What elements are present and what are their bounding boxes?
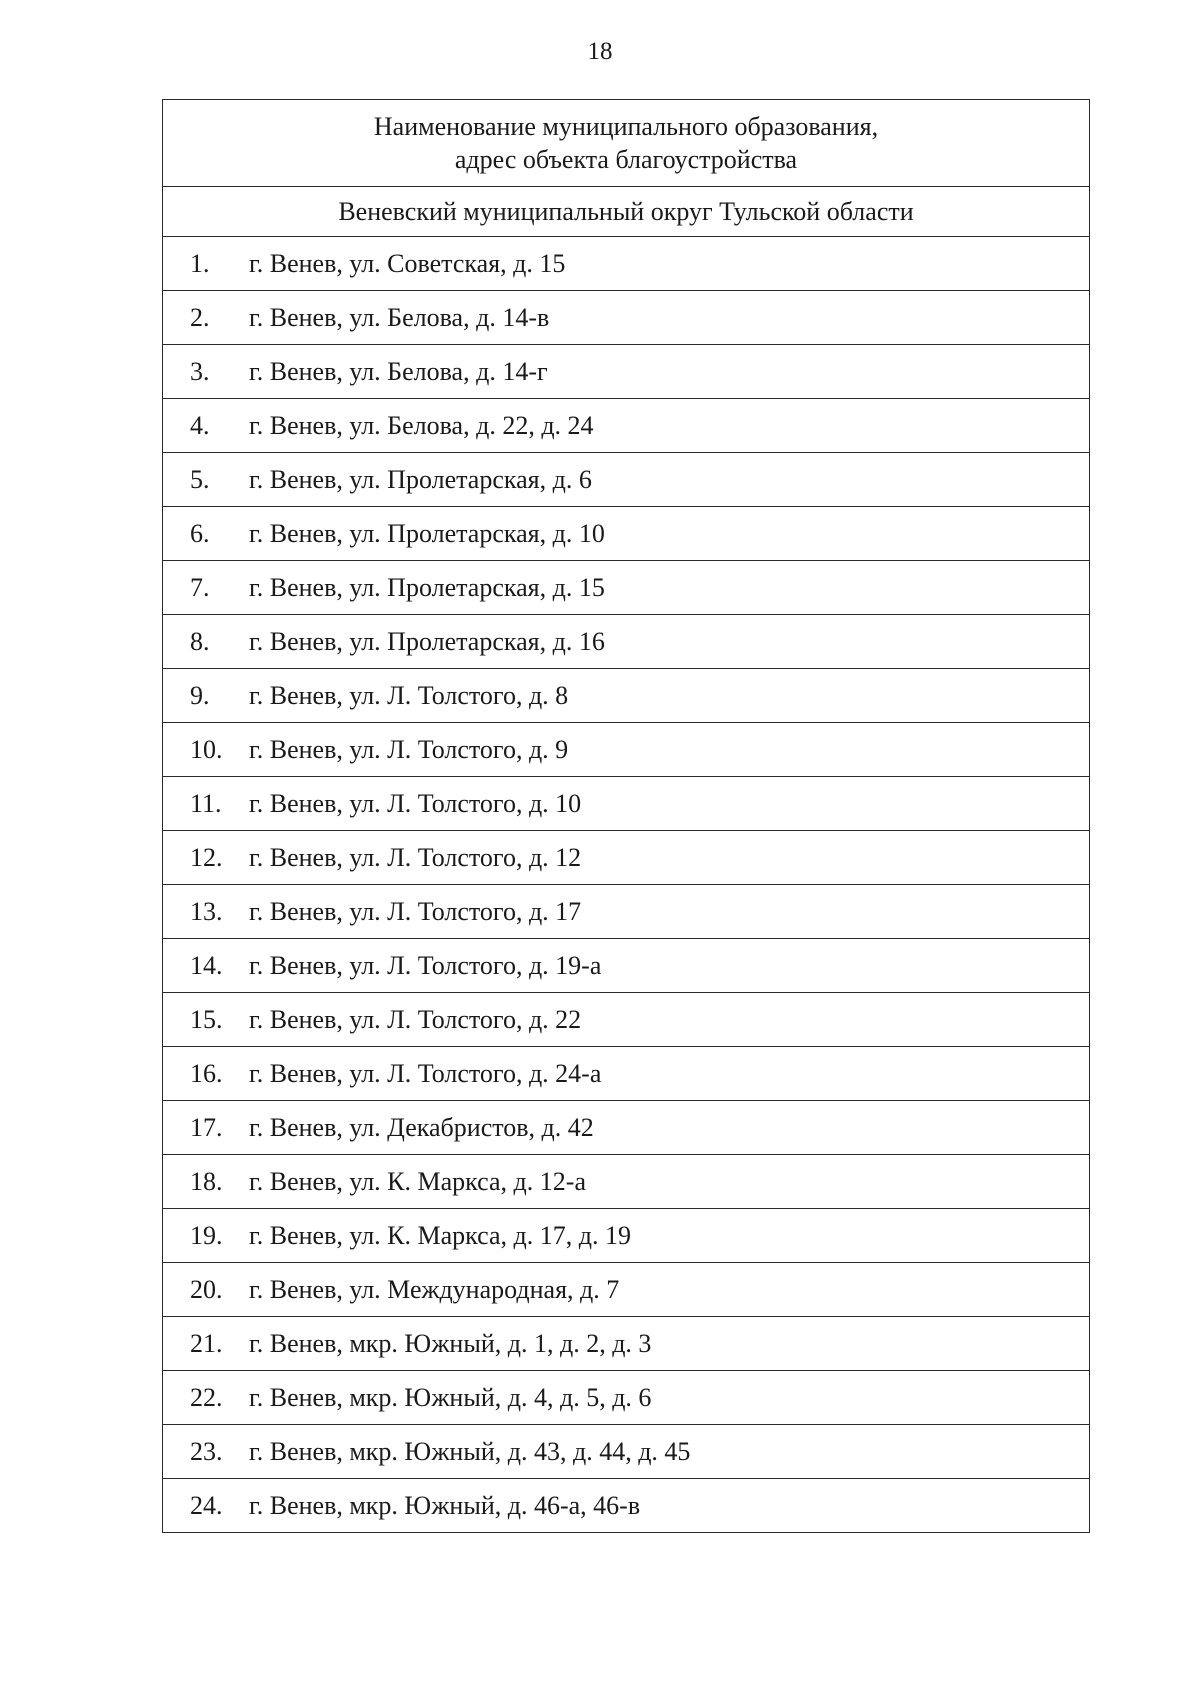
table-row: [163, 1155, 1089, 1209]
table-row: [163, 507, 1089, 561]
table-header: [163, 100, 1089, 187]
row-address: г. Венев, ул. Л. Толстого, д. 24-а: [249, 1058, 602, 1088]
row-number: 7.: [190, 572, 210, 602]
table-row: [163, 561, 1089, 615]
row-address: г. Венев, ул. Л. Толстого, д. 8: [249, 680, 569, 710]
row-number: 22.: [190, 1382, 223, 1412]
row-address: г. Венев, ул. Л. Толстого, д. 9: [249, 734, 569, 764]
region-title: Веневский муниципальный округ Тульской области: [163, 187, 1089, 237]
row-number: 4.: [190, 410, 210, 440]
table-row: [163, 1425, 1089, 1479]
row-address: г. Венев, ул. Белова, д. 22, д. 24: [249, 410, 594, 440]
row-number: 19.: [190, 1220, 223, 1250]
row-address: г. Венев, ул. Белова, д. 14-в: [249, 302, 550, 332]
row-address: г. Венев, ул. Л. Толстого, д. 17: [249, 896, 582, 926]
table-row: [163, 1317, 1089, 1371]
row-number: 1.: [190, 248, 210, 278]
row-number: 11.: [190, 788, 222, 818]
table-row: [163, 1101, 1089, 1155]
table-row: [163, 1209, 1089, 1263]
row-number: 16.: [190, 1058, 223, 1088]
row-number: 17.: [190, 1112, 223, 1142]
row-address: г. Венев, ул. Декабристов, д. 42: [249, 1112, 594, 1142]
row-address: г. Венев, ул. К. Маркса, д. 12-а: [249, 1166, 586, 1196]
row-number: 12.: [190, 842, 223, 872]
row-number: 10.: [190, 734, 223, 764]
row-number: 3.: [190, 356, 210, 386]
row-number: 23.: [190, 1436, 223, 1466]
table-body: [163, 237, 1089, 1533]
table-row: [163, 399, 1089, 453]
row-address: г. Венев, ул. Л. Толстого, д. 12: [249, 842, 582, 872]
row-address: г. Венев, ул. К. Маркса, д. 17, д. 19: [249, 1220, 632, 1250]
row-number: 2.: [190, 302, 210, 332]
table-row: [163, 1479, 1089, 1533]
header-line-2: адрес объекта благоустройства: [454, 145, 798, 174]
row-address: г. Венев, мкр. Южный, д. 1, д. 2, д. 3: [249, 1328, 652, 1358]
row-number: 6.: [190, 518, 210, 548]
row-number: 24.: [190, 1490, 223, 1520]
table-row: [163, 345, 1089, 399]
row-address: г. Венев, ул. Пролетарская, д. 16: [249, 626, 605, 656]
row-number: 8.: [190, 626, 210, 656]
table-row: [163, 777, 1089, 831]
row-address: г. Венев, ул. Пролетарская, д. 6: [249, 464, 592, 494]
table-row: [163, 1371, 1089, 1425]
header-line-1: Наименование муниципального образования,: [373, 112, 879, 141]
row-address: г. Венев, ул. Международная, д. 7: [249, 1274, 620, 1304]
row-address: г. Венев, ул. Л. Толстого, д. 19-а: [249, 950, 602, 980]
row-address: г. Венев, ул. Белова, д. 14-г: [249, 356, 548, 386]
table-row: [163, 1263, 1089, 1317]
table-row: [163, 615, 1089, 669]
row-number: 18.: [190, 1166, 223, 1196]
table-row: [163, 1047, 1089, 1101]
row-number: 20.: [190, 1274, 223, 1304]
row-address: г. Венев, ул. Л. Толстого, д. 22: [249, 1004, 582, 1034]
row-number: 15.: [190, 1004, 223, 1034]
row-number: 9.: [190, 680, 210, 710]
addresses-table: [162, 99, 1090, 1533]
row-number: 13.: [190, 896, 223, 926]
table-row: [163, 831, 1089, 885]
table-row: [163, 669, 1089, 723]
row-address: г. Венев, ул. Советская, д. 15: [249, 248, 566, 278]
row-number: 5.: [190, 464, 210, 494]
table-row: [163, 723, 1089, 777]
table-row: [163, 237, 1089, 291]
row-address: г. Венев, мкр. Южный, д. 43, д. 44, д. 45: [249, 1436, 691, 1466]
row-address: г. Венев, ул. Л. Толстого, д. 10: [249, 788, 582, 818]
table-row: [163, 885, 1089, 939]
table-row: [163, 453, 1089, 507]
table-row: [163, 939, 1089, 993]
row-address: г. Венев, мкр. Южный, д. 4, д. 5, д. 6: [249, 1382, 652, 1412]
row-address: г. Венев, ул. Пролетарская, д. 15: [249, 572, 605, 602]
table-row: [163, 291, 1089, 345]
row-address: г. Венев, ул. Пролетарская, д. 10: [249, 518, 605, 548]
row-number: 14.: [190, 950, 223, 980]
table-row: [163, 993, 1089, 1047]
row-address: г. Венев, мкр. Южный, д. 46-а, 46-в: [249, 1490, 641, 1520]
row-number: 21.: [190, 1328, 223, 1358]
page-number: 18: [587, 38, 613, 65]
